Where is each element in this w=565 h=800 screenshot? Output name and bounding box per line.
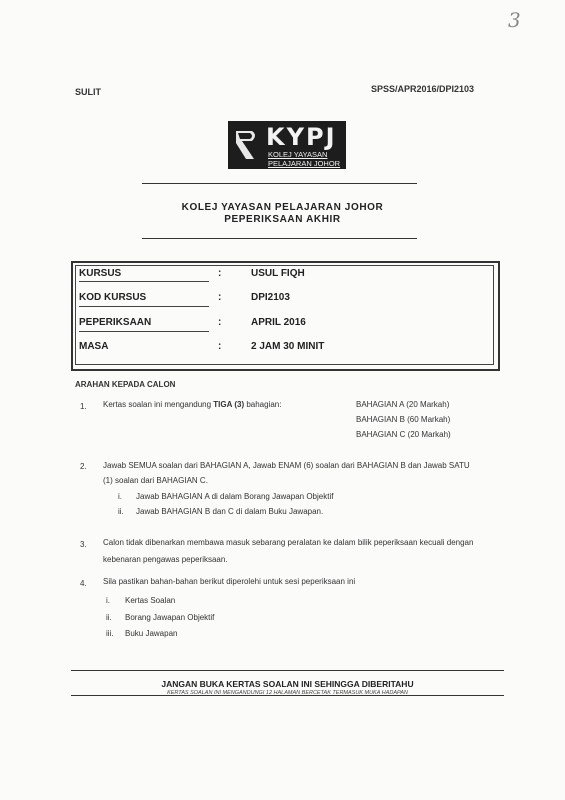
instruction-3-line-1: Calon tidak dibenarkan membawa masuk sebarang peralatan ke dalam bilik peperiksaan kecuali dengan bbox=[103, 538, 474, 547]
subitem-marker: ii. bbox=[106, 613, 112, 622]
text-suffix: bahagian: bbox=[244, 400, 282, 409]
instruction-number: 3. bbox=[80, 540, 87, 549]
info-separator: : bbox=[218, 317, 222, 328]
instruction-1-text bbox=[103, 400, 281, 409]
title-rule-top bbox=[142, 183, 417, 184]
info-value: 2 JAM 30 MINIT bbox=[251, 341, 325, 352]
info-separator: : bbox=[218, 268, 222, 279]
title-rule-bottom bbox=[142, 238, 417, 239]
info-value: USUL FIQH bbox=[251, 268, 305, 279]
instruction-4-line-1: Sila pastikan bahan-bahan berikut diperolehi untuk sesi peperiksaan ini bbox=[103, 577, 356, 586]
text-bold: TIGA (3) bbox=[213, 400, 245, 409]
subitem-text: Kertas Soalan bbox=[125, 596, 176, 605]
subitem-text: Buku Jawapan bbox=[125, 629, 178, 638]
handwritten-page-number: 3 bbox=[508, 8, 521, 32]
instruction-3-line-2: kebenaran pengawas peperiksaan. bbox=[103, 555, 228, 564]
info-label: PEPERIKSAAN bbox=[79, 317, 152, 328]
subitem-text: Jawab BAHAGIAN B dan C di dalam Buku Jawapan. bbox=[136, 507, 324, 516]
logo-line-2: PELAJARAN JOHOR bbox=[268, 159, 341, 168]
section-b: BAHAGIAN B (60 Markah) bbox=[356, 415, 451, 424]
kypj-emblem-icon bbox=[232, 125, 262, 165]
instructions-heading: ARAHAN KEPADA CALON bbox=[75, 380, 176, 389]
row-divider bbox=[79, 331, 209, 332]
info-separator: : bbox=[218, 292, 222, 303]
section-c: BAHAGIAN C (20 Markah) bbox=[356, 430, 451, 439]
kypj-logo bbox=[228, 121, 346, 169]
subitem-marker: i. bbox=[106, 596, 110, 605]
info-label: MASA bbox=[79, 341, 109, 352]
exam-title: PEPERIKSAAN AKHIR bbox=[224, 214, 341, 225]
row-divider bbox=[79, 306, 209, 307]
info-value: APRIL 2016 bbox=[251, 317, 306, 328]
text-prefix: Kertas soalan ini mengandung bbox=[103, 400, 214, 409]
header-reference-code: SPSS/APR2016/DPI2103 bbox=[371, 84, 475, 94]
subitem-marker: i. bbox=[118, 492, 122, 501]
subitem-marker: iii. bbox=[106, 629, 114, 638]
instruction-number: 1. bbox=[80, 402, 87, 411]
instruction-2-line-2: (1) soalan dari BAHAGIAN C. bbox=[103, 476, 208, 485]
subitem-text: Borang Jawapan Objektif bbox=[125, 613, 215, 622]
info-label: KOD KURSUS bbox=[79, 292, 147, 303]
logo-acronym: KYPJ bbox=[266, 123, 337, 151]
info-value: DPI2103 bbox=[251, 292, 290, 303]
footer-page-count: KERTAS SOALAN INI MENGANDUNGI 12 HALAMAN BERCETAK TERMASUK MUKA HADAPAN bbox=[167, 690, 408, 696]
logo-line-1: KOLEJ YAYASAN bbox=[268, 150, 328, 159]
subitem-text: Jawab BAHAGIAN A di dalam Borang Jawapan Objektif bbox=[136, 492, 334, 501]
instruction-2-line-1: Jawab SEMUA soalan dari BAHAGIAN A, Jawab ENAM (6) soalan dari BAHAGIAN B dan Jawab SATU bbox=[103, 461, 470, 470]
info-separator: : bbox=[218, 341, 222, 352]
instruction-number: 2. bbox=[80, 462, 87, 471]
row-divider bbox=[79, 281, 209, 282]
info-label: KURSUS bbox=[79, 268, 122, 279]
header-classification: SULIT bbox=[75, 87, 101, 97]
instruction-number: 4. bbox=[80, 579, 87, 588]
section-a: BAHAGIAN A (20 Markah) bbox=[356, 400, 450, 409]
subitem-marker: ii. bbox=[118, 507, 124, 516]
footer-warning: JANGAN BUKA KERTAS SOALAN INI SEHINGGA DIBERITAHU bbox=[161, 679, 414, 689]
college-name: KOLEJ YAYASAN PELAJARAN JOHOR bbox=[181, 202, 384, 213]
